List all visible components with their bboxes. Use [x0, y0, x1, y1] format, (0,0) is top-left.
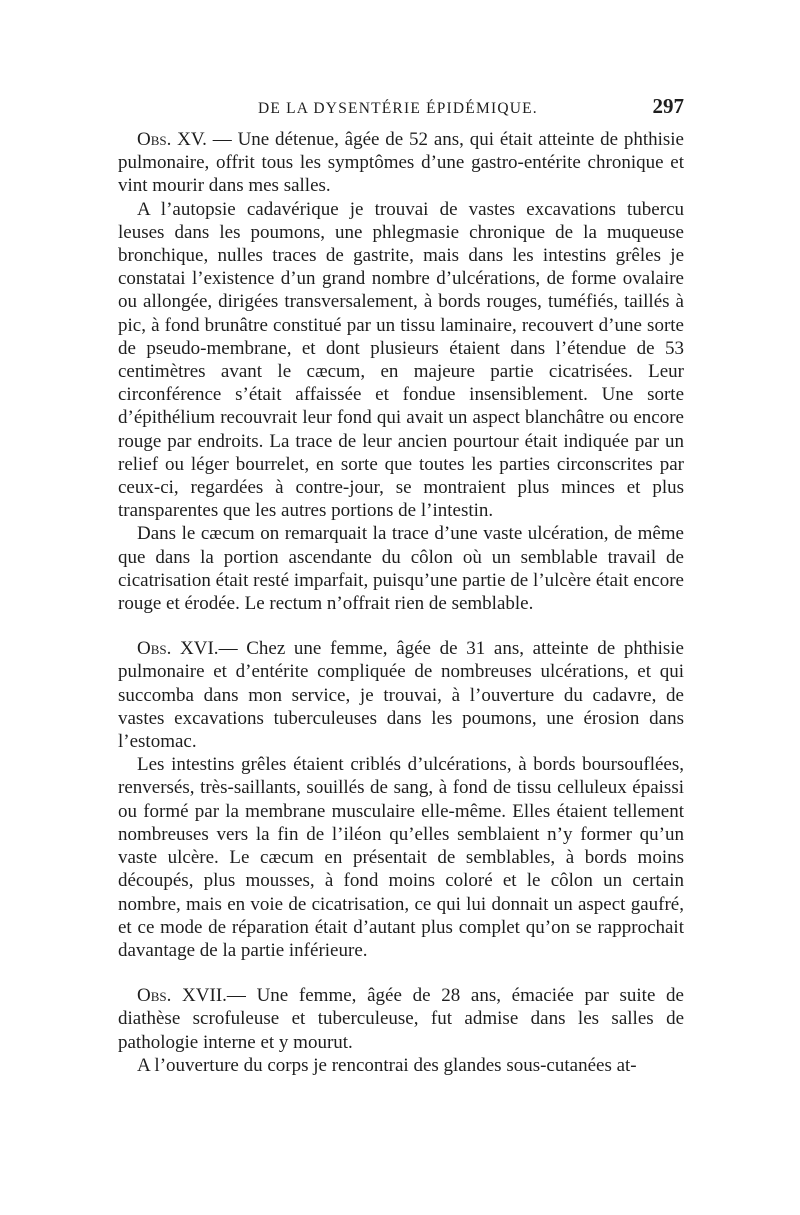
paragraph-text: A l’autopsie cadavérique je trouvai de vastes excavations tubercu leuses dans les poumons, une phlegmasie chronique de la muqueuse bronchique, nulles traces de gastrite, mais dans les intestins grêles je constatai l’existence d’un grand nombre d’ulcérations, de forme ovalaire ou allongée, dirigées transversalement, à bords rouges, tuméfiés, taillés à pic, à fond brunâtre constitué par un tissu laminaire, recouvert d’une sorte de pseudo-membrane, et dont plusieurs étaient dans l’étendue de 53 centimètres avant le cæcum, en majeure partie cicatrisées. Leur circonférence s’était affaissée et fondue insensiblement. Une sorte d’épithélium recouvrait leur fond qui avait un aspect blanchâtre ou encore rouge par endroits. La trace de leur ancien pourtour était indiquée par un relief ou léger bourrelet, en sorte que toutes les parties circonscrites par ceux-ci, regardées à contre-jour, se montraient plus minces et plus transparentes que les autres portions de l’intestin.	[118, 198, 684, 522]
paragraph-obs-xvii	[118, 984, 684, 1054]
observation-label: Obs. XV.	[137, 129, 207, 150]
body-text	[118, 128, 684, 1077]
page-number: 297	[652, 94, 684, 118]
paragraph-text: — Chez une femme, âgée de 31 ans, atteinte de phthisie pulmonaire et d’entérite compliquée de nombreuses ulcérations, et qui succomba dans mon service, je trouvai, à l’ouverture du cadavre, de vastes excavations tuberculeuses dans les poumons, une érosion dans l’estomac.	[118, 638, 684, 753]
observation-label: Obs. XVI.	[137, 638, 219, 660]
paragraph-text: — Une femme, âgée de 28 ans, émaciée par suite de diathèse scrofuleuse et tuberculeuse, fut admise dans les salles de pathologie interne et y mourut.	[118, 985, 684, 1053]
paragraph-text: A l’ouverture du corps je rencontrai des glandes sous-cutanées at-	[137, 1054, 637, 1076]
paragraph-obs-xv	[118, 128, 684, 198]
running-title: DE LA DYSENTÉRIE ÉPIDÉMIQUE.	[258, 100, 538, 117]
observation-label: Obs. XVII.	[137, 985, 227, 1007]
page-header	[118, 94, 684, 124]
paragraph	[118, 522, 684, 615]
paragraph-obs-xvi	[118, 637, 684, 753]
paragraph-text: — Une détenue, âgée de 52 ans, qui était atteinte de phthisie pulmonaire, offrit tous les symptômes d’une gastro-entérite chronique et vint mourir dans mes salles.	[118, 129, 684, 197]
paragraph-text: Dans le cæcum on remarquait la trace d’une vaste ulcération, de même que dans la portion ascendante du côlon où un semblable travail de cicatrisation était resté imparfait, puisqu’une partie de l’ulcère était encore rouge et érodée. Le rectum n’offrait rien de semblable.	[118, 523, 684, 615]
paragraph-text: Les intestins grêles étaient criblés d’ulcérations, à bords boursouflées, renversés, très-saillants, souillés de sang, à fond de tissu celluleux épaissi ou formé par la membrane musculaire elle-même. Elles étaient tellement nombreuses vers la fin de l’iléon qu’elles semblaient n’y former qu’un vaste ulcère. Le cæcum en présentait de semblables, à bords moins découpés, plus mousses, à fond moins coloré et le côlon un certain nombre, mais en voie de cicatrisation, ce qui lui donnait un aspect gaufré, et ce mode de réparation était d’autant plus complet qu’on se rapprochait davantage de la partie inférieure.	[118, 754, 684, 961]
paragraph	[118, 753, 684, 962]
paragraph	[118, 198, 684, 523]
paragraph	[118, 1054, 684, 1077]
